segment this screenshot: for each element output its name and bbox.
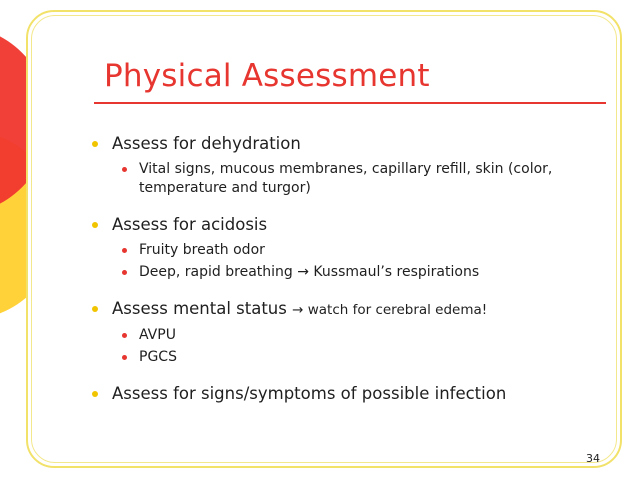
bullet-dot [92,141,98,147]
sub-bullet-dot [122,333,127,338]
sub-bullet-text: Fruity breath odor [139,242,265,258]
bullet-arrow-note: → watch for cerebral edema! [292,302,488,318]
bullet-dot [92,222,98,228]
sub-bullet-dot [122,355,127,360]
sub-bullet-dot [122,248,127,253]
bullet-text: Assess for signs/symptoms of possible infection [112,384,507,403]
sub-bullet-kussmaul [112,263,612,282]
sub-bullet-vital-signs [112,160,612,198]
sub-bullet-text: Deep, rapid breathing → Kussmaul’s respirations [139,264,480,280]
sub-bullet-avpu [112,326,612,345]
slide-title: Physical Assessment [104,58,430,94]
bullet-text: Assess for dehydration [112,134,301,153]
bullet-list [92,133,612,405]
bullet-acidosis [92,214,612,282]
sub-bullet-dot [122,167,127,172]
title-underline [94,102,606,104]
bullet-dot [92,391,98,397]
sub-bullet-fruity-breath [112,241,612,260]
bullet-dehydration [92,133,612,198]
bullet-text: Assess for acidosis [112,215,268,234]
sub-bullet-text: Vital signs, mucous membranes, capillary refill, skin (color, temperature and turgor) [139,161,553,196]
bullet-text: Assess mental status [112,299,287,318]
sub-bullet-pgcs [112,348,612,367]
bullet-mental-status [92,298,612,367]
sub-bullet-dot [122,270,127,275]
sub-bullet-text: PGCS [139,349,177,365]
bullet-dot [92,306,98,312]
page-number: 34 [586,452,600,465]
bullet-infection [92,383,612,405]
sub-bullet-text: AVPU [139,327,176,343]
